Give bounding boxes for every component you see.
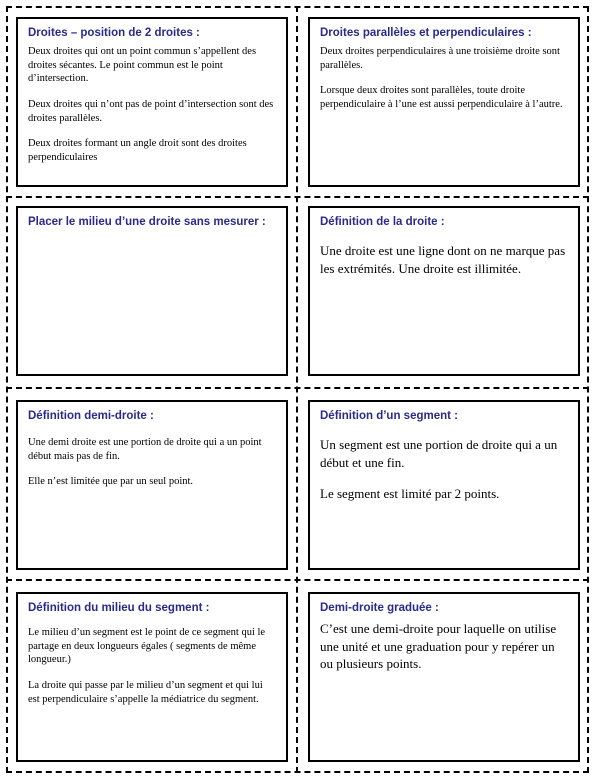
card-title: Définition d’un segment : (320, 410, 458, 422)
card-title: Droites parallèles et perpendiculaires : (320, 27, 532, 39)
card-text: La droite qui passe par le milieu d’un segment et qui lui est perpendiculaire s’appelle la médiatrice du segment. (28, 679, 263, 705)
card-title: Droites – position de 2 droites : (28, 27, 200, 39)
card-definition-demi-droite (16, 400, 288, 570)
card-title: Définition demi-droite : (28, 410, 154, 422)
cut-line-middle (296, 6, 298, 773)
card-definition-droite (308, 206, 580, 376)
card-placer-milieu (16, 206, 288, 376)
card-text: Elle n’est limitée que par un seul point. (28, 476, 194, 488)
card-text: Une demi droite est une portion de droite qui a un point début mais pas de fin. (28, 437, 262, 462)
card-title: Définition de la droite : (320, 216, 445, 228)
card-text: Deux droites qui ont un point commun s’appellent des droites sécantes. Le point commun est le point d’intersection. (28, 46, 257, 85)
card-text: Deux droites perpendiculaires à une troisième droite sont parallèles. (320, 46, 560, 71)
card-paralleles-perpendiculaires (308, 17, 580, 187)
card-title: Placer le milieu d’une droite sans mesurer : (28, 216, 266, 228)
card-text: Lorsque deux droites sont parallèles, toute droite perpendiculaire à l’une est aussi perpendiculaire à l’autre. (320, 85, 563, 110)
card-definition-milieu-segment (16, 592, 288, 762)
cut-line-right (587, 6, 589, 773)
card-droites-position (16, 17, 288, 187)
card-text: C’est une demi-droite pour laquelle on utilise une unité et une graduation pour y repérer un ou plusieurs points. (320, 621, 557, 672)
card-text: Deux droites formant un angle droit sont des droites perpendiculaires (28, 138, 247, 163)
card-text: Le milieu d’un segment est le point de ce segment qui le partage en deux longueurs égales ( segments de même longueur.) (28, 627, 266, 666)
cut-line-left (6, 6, 8, 773)
card-demi-droite-graduee (308, 592, 580, 762)
card-text: Le segment est limité par 2 points. (320, 486, 500, 502)
card-definition-segment (308, 400, 580, 570)
card-title: Demi-droite graduée : (320, 602, 439, 614)
card-title: Définition du milieu du segment : (28, 602, 210, 614)
card-text: Deux droites qui n’ont pas de point d’intersection sont des droites parallèles. (28, 98, 274, 124)
card-text: Une droite est une ligne dont on ne marque pas les extrémités. Une droite est illimitée. (320, 243, 566, 276)
card-text: Un segment est une portion de droite qui a un début et une fin. (320, 437, 558, 470)
